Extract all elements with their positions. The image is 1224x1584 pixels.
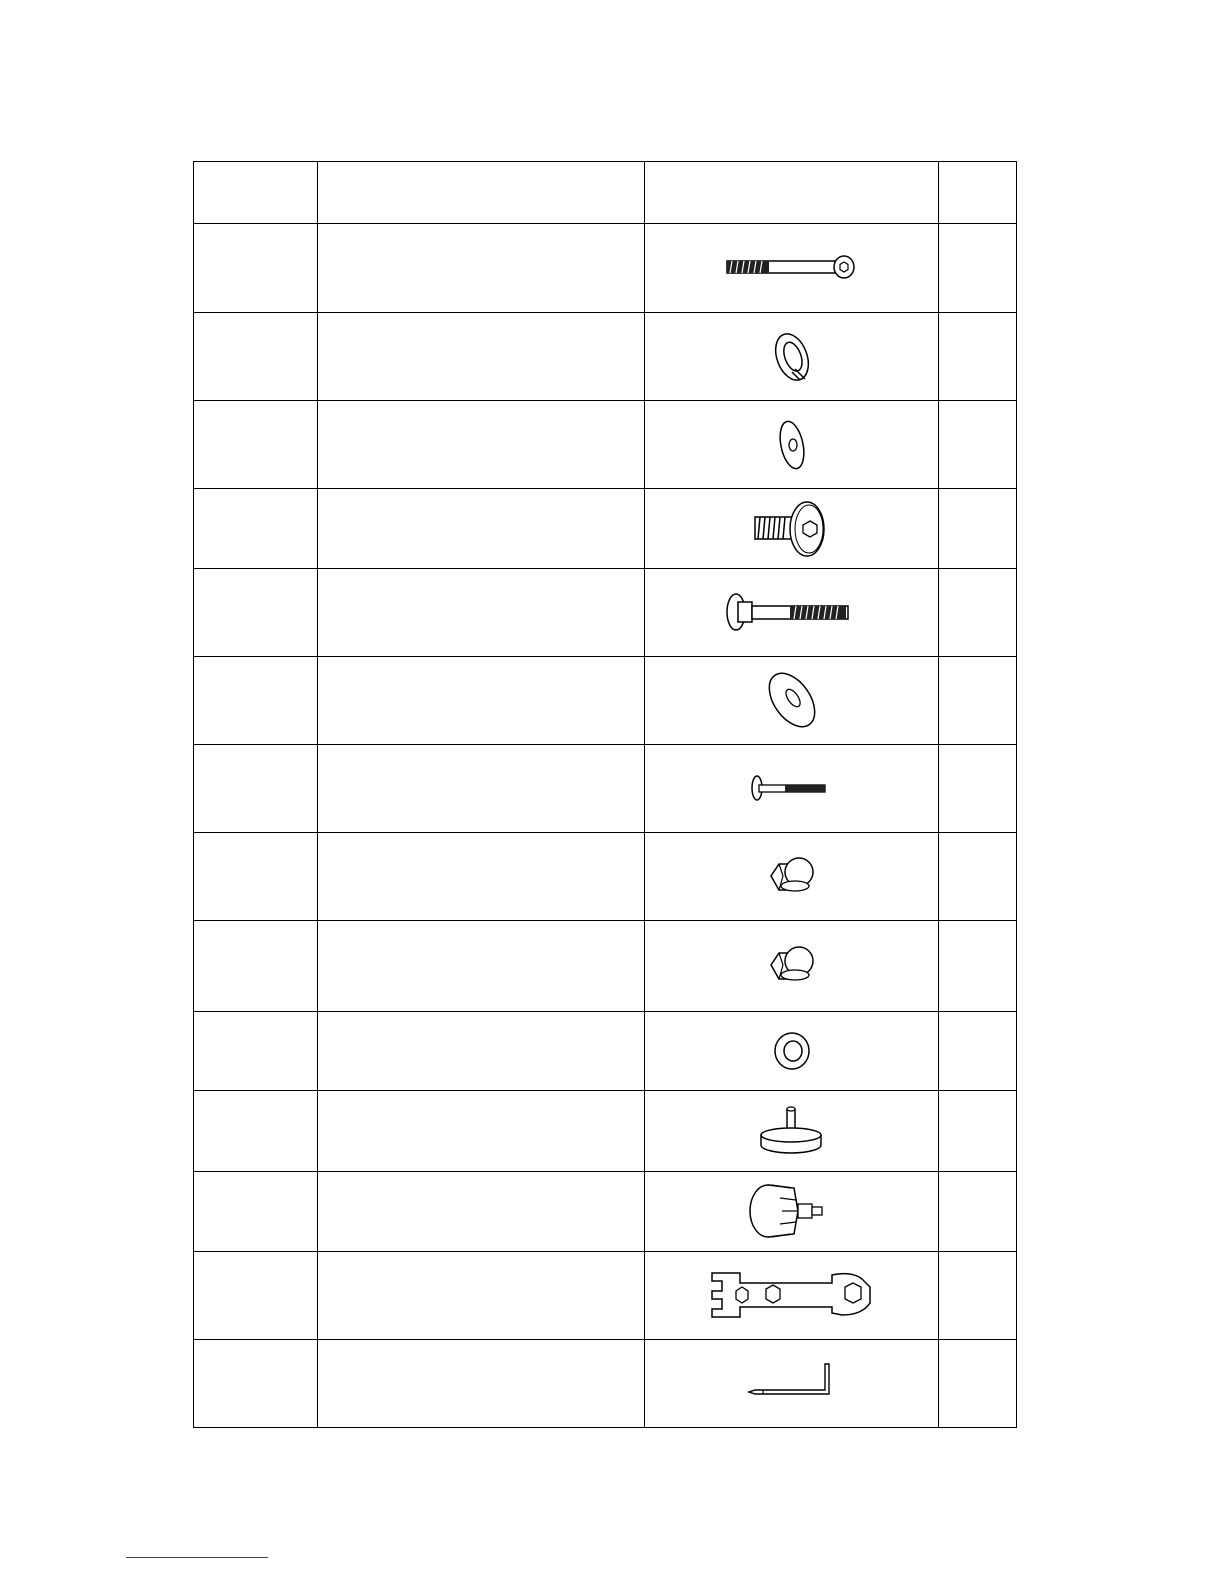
wrench-icon	[702, 1265, 882, 1325]
table-row	[194, 1339, 1017, 1427]
table-row	[194, 744, 1017, 832]
split-lock-washer-icon	[762, 327, 822, 387]
allen-key-icon	[737, 1358, 847, 1408]
acorn-nut-icon	[757, 931, 827, 1001]
short-button-head-bolt-icon	[747, 497, 837, 561]
long-button-head-bolt-icon	[722, 248, 862, 288]
table-row	[194, 832, 1017, 920]
header-cell-4	[939, 162, 1017, 224]
leveling-foot-icon	[747, 1101, 837, 1161]
table-row	[194, 313, 1017, 401]
table-row	[194, 401, 1017, 489]
table-row	[194, 1091, 1017, 1171]
table-row	[194, 224, 1017, 313]
table-row	[194, 1171, 1017, 1251]
flat-washer-icon	[767, 1026, 817, 1076]
table-row	[194, 1012, 1017, 1091]
header-cell-2	[318, 162, 645, 224]
table-row	[194, 921, 1017, 1012]
table-row	[194, 489, 1017, 568]
carriage-bolt-icon	[722, 587, 862, 637]
table-header-row	[194, 162, 1017, 224]
hardware-parts-table	[193, 161, 1017, 1428]
table-row	[194, 568, 1017, 656]
header-cell-3	[645, 162, 939, 224]
knob-icon	[742, 1176, 842, 1246]
header-cell-1	[194, 162, 318, 224]
small-bolt-icon	[747, 768, 837, 808]
table-row	[194, 656, 1017, 744]
curved-washer-icon	[767, 415, 817, 475]
acorn-nut-icon	[757, 842, 827, 912]
large-curved-washer-icon	[757, 665, 827, 735]
footer-rule	[126, 1557, 268, 1558]
table-row	[194, 1251, 1017, 1339]
